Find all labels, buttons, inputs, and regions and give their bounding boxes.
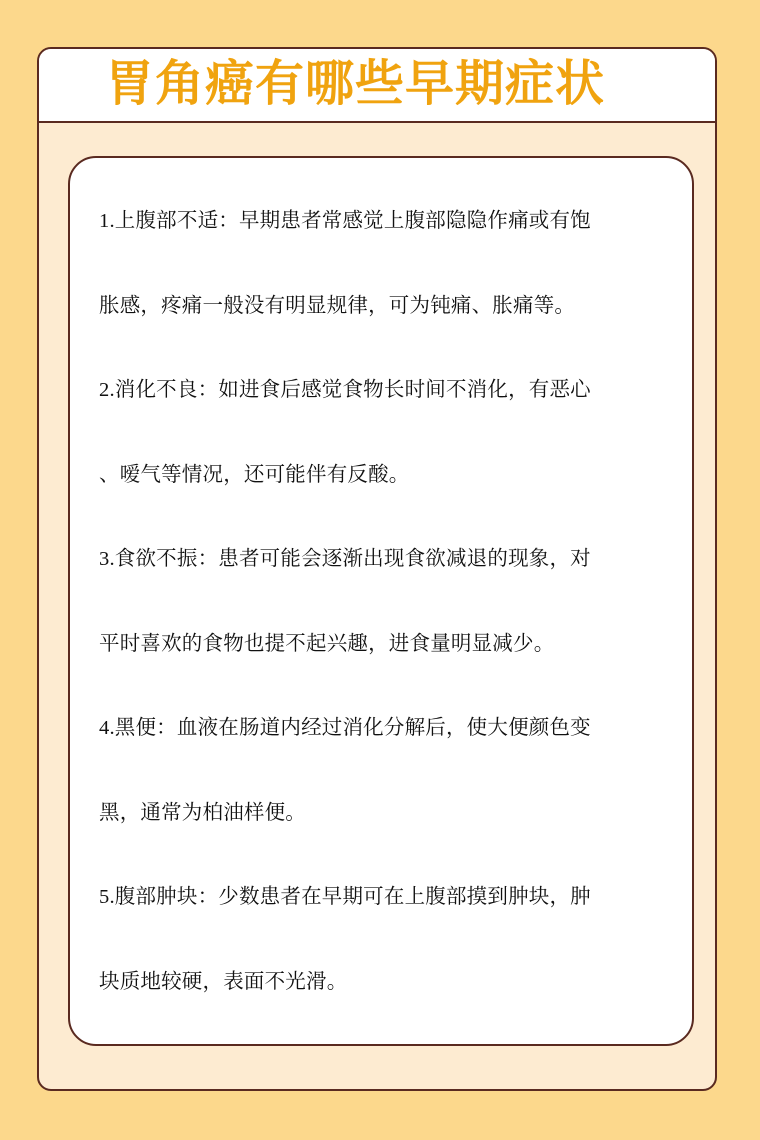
list-item	[99, 178, 679, 347]
symptom-list	[99, 178, 679, 1023]
item-text: 食欲不振：患者可能会逐渐出现食欲减退的现象，对	[114, 546, 591, 570]
item-text: 消化不良：如进食后感觉食物长时间不消化，有恶心	[114, 377, 591, 401]
item-number: 1.	[99, 210, 115, 232]
list-item	[99, 516, 679, 685]
card	[37, 47, 717, 1091]
title-bar	[39, 49, 715, 123]
list-item	[99, 347, 679, 516]
item-line	[99, 178, 679, 263]
item-line	[99, 516, 679, 601]
list-item	[99, 685, 679, 854]
item-line: 平时喜欢的食物也提不起兴趣，进食量明显减少。	[99, 631, 555, 655]
item-line: 胀感，疼痛一般没有明显规律，可为钝痛、胀痛等。	[99, 293, 576, 317]
item-number: 3.	[99, 548, 115, 570]
item-text: 黑便：血液在肠道内经过消化分解后，使大便颜色变	[114, 715, 591, 739]
item-text: 腹部肿块：少数患者在早期可在上腹部摸到肿块，肿	[114, 884, 591, 908]
item-number: 2.	[99, 379, 115, 401]
item-line	[99, 347, 679, 432]
list-item	[99, 854, 679, 1023]
item-line	[99, 685, 679, 770]
item-line: 黑，通常为柏油样便。	[99, 800, 306, 824]
content-panel	[68, 156, 694, 1046]
item-number: 5.	[99, 886, 115, 908]
item-text: 上腹部不适：早期患者常感觉上腹部隐隐作痛或有饱	[114, 208, 591, 232]
page-title: 胃角癌有哪些早期症状	[105, 55, 606, 112]
item-line	[99, 854, 679, 939]
item-line: 、嗳气等情况，还可能伴有反酸。	[99, 462, 410, 486]
item-line: 块质地较硬，表面不光滑。	[99, 969, 348, 993]
item-number: 4.	[99, 717, 115, 739]
